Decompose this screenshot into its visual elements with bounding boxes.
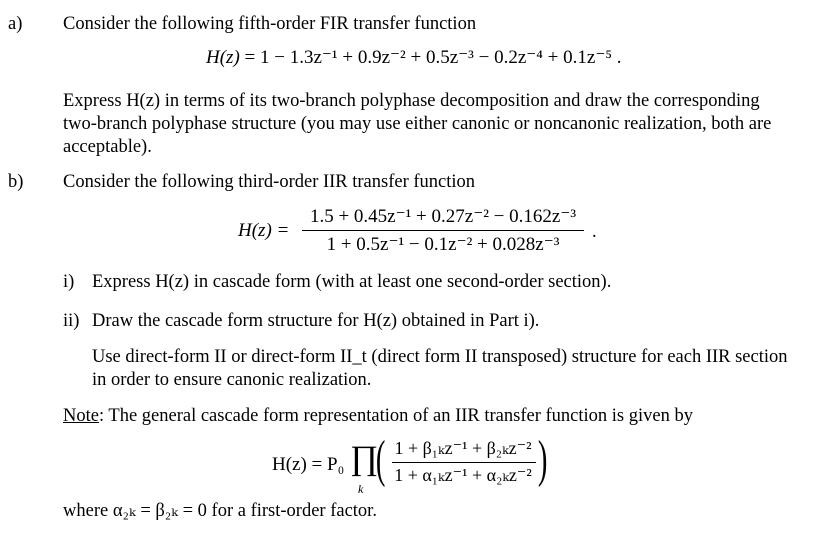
part-b-equation-lhs: H(z) = bbox=[238, 220, 290, 241]
item-ii-label: ii) bbox=[63, 311, 80, 331]
note-label: Note bbox=[63, 406, 99, 426]
part-a-instruction: Express H(z) in terms of its two-branch polyphase decomposition and draw the corresponding two-branch polyphase structure (you may use either canonic or noncanonic realization, both are acceptable). bbox=[63, 91, 772, 157]
item-i-label: i) bbox=[63, 272, 75, 292]
part-a-equation bbox=[206, 46, 621, 69]
general-fraction-line bbox=[392, 462, 536, 463]
product-index: k bbox=[358, 482, 364, 496]
part-b-equation-end: . bbox=[592, 222, 597, 242]
left-paren: ( bbox=[375, 431, 386, 488]
note-text: : The general cascade form representation of an IIR transfer function is given by bbox=[98, 406, 693, 426]
part-b-intro: Consider the following third-order IIR transfer function bbox=[63, 172, 476, 192]
part-b-label: b) bbox=[8, 172, 24, 192]
general-equation-lhs: H(z) = P₀ bbox=[272, 454, 345, 475]
direct-form-note: Use direct-form II or direct-form II_t (direct form II transposed) structure for each IIR section in order to ensure canonic realization. bbox=[92, 347, 788, 390]
item-i-text: Express H(z) in cascade form (with at least one second-order section). bbox=[92, 272, 612, 292]
part-a-equation-rhs: = 1 − 1.3z⁻¹ + 0.9z⁻² + 0.5z⁻³ − 0.2z⁻⁴ + 0.1z⁻⁵ . bbox=[244, 47, 622, 68]
part-a-equation-lhs: H(z) bbox=[206, 47, 240, 68]
part-b-numerator: 1.5 + 0.45z⁻¹ + 0.27z⁻² − 0.162z⁻³ bbox=[309, 206, 577, 227]
cascade-note bbox=[63, 406, 693, 427]
part-a-label: a) bbox=[8, 14, 23, 34]
product-symbol: ∏ bbox=[350, 440, 378, 477]
right-paren: ) bbox=[537, 431, 548, 488]
general-denominator: 1 + α₁ₖz⁻¹ + α₂ₖz⁻² bbox=[394, 465, 532, 485]
part-a-intro: Consider the following fifth-order FIR transfer function bbox=[63, 14, 477, 34]
where-text: where α₂ₖ = β₂ₖ = 0 for a first-order factor. bbox=[63, 501, 377, 521]
general-numerator: 1 + β₁ₖz⁻¹ + β₂ₖz⁻² bbox=[394, 438, 532, 458]
item-ii-text: Draw the cascade form structure for H(z) obtained in Part i). bbox=[92, 311, 540, 331]
part-b-fraction-line bbox=[302, 230, 584, 231]
part-b-denominator: 1 + 0.5z⁻¹ − 0.1z⁻² + 0.028z⁻³ bbox=[326, 234, 560, 255]
